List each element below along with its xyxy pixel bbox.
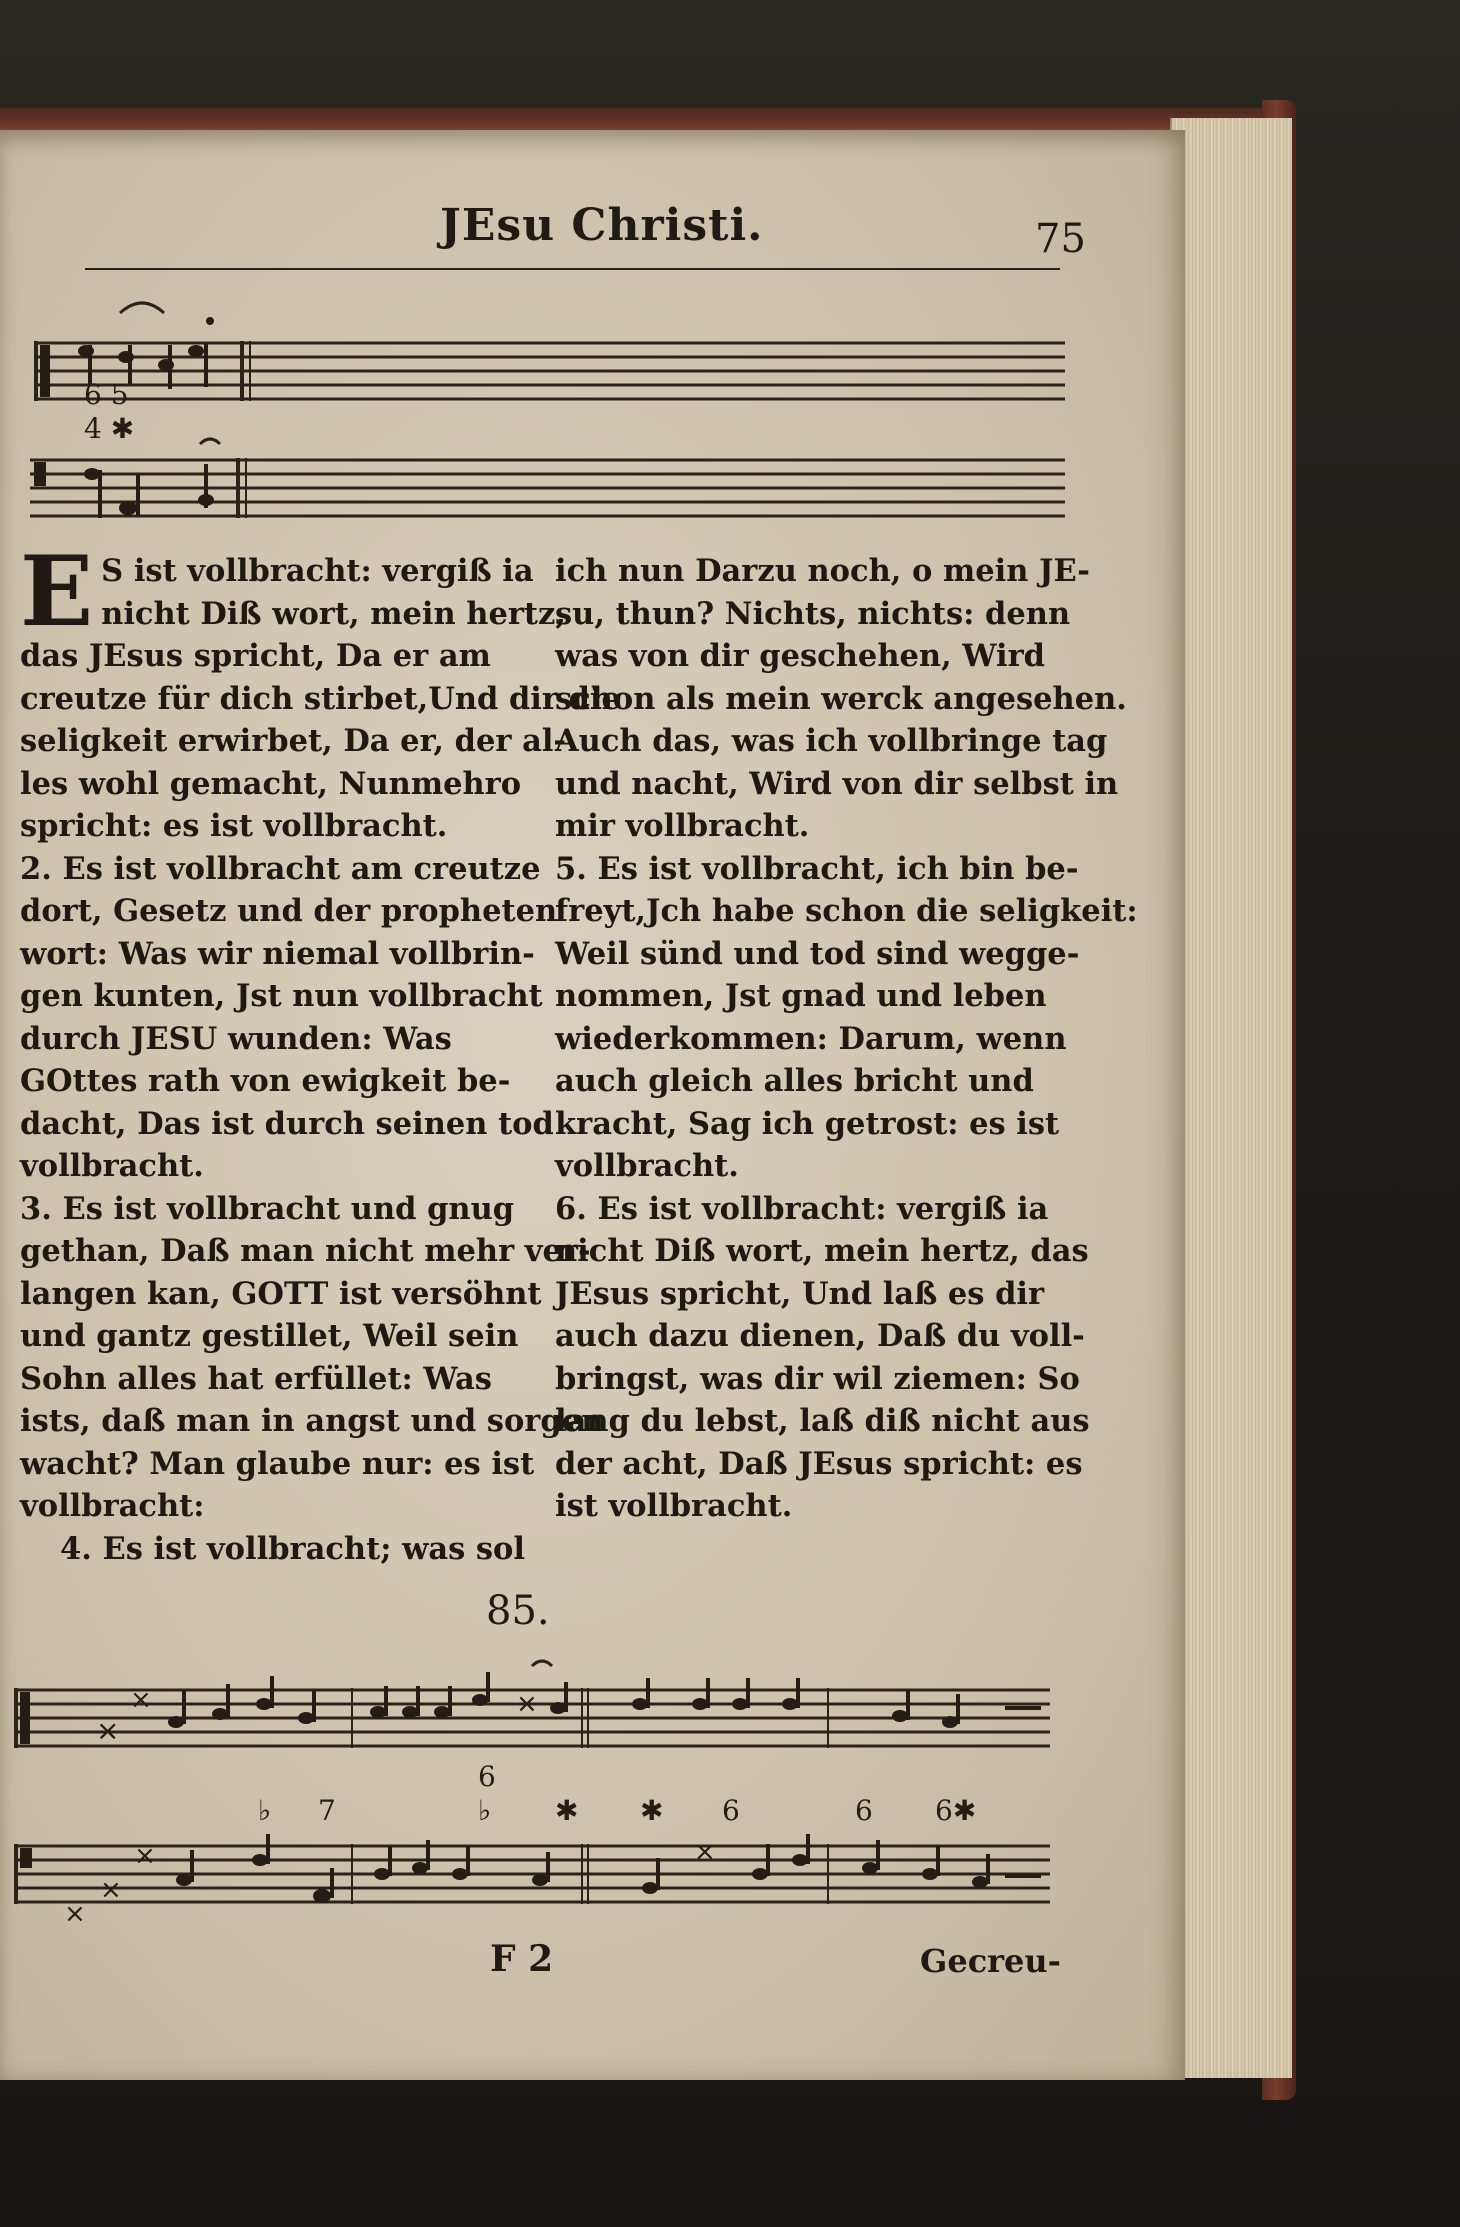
verse-line: das JEsus spricht, Da er am <box>20 638 491 674</box>
verse-line: auch dazu dienen, Daß du voll- <box>555 1318 1085 1354</box>
verse-line: der acht, Daß JEsus spricht: es <box>555 1445 1083 1482</box>
verse-2 <box>20 848 558 1188</box>
verse-line: seligkeit erwirbet, Da er, der al- <box>20 723 567 759</box>
figured-bass-upper: 6 <box>478 1760 496 1793</box>
verse-line: wort: Was wir niemal vollbrin- <box>20 935 535 972</box>
verse-line: dacht, Das ist durch seinen tod <box>20 1105 554 1142</box>
svg-text:×: × <box>694 1837 716 1867</box>
verse-4-continued <box>555 550 1127 848</box>
bottom-treble-staff <box>0 1650 1100 1760</box>
verse-line: dort, Gesetz und der propheten <box>20 893 558 929</box>
figured-bass-figure: ♭ <box>478 1794 492 1827</box>
page-edges <box>1170 118 1292 2078</box>
running-head: JEsu Christi. <box>440 200 764 251</box>
top-treble-staff <box>0 285 1100 425</box>
verse-line: durch JESU wunden: Was <box>20 1020 452 1057</box>
verse-line: les wohl gemacht, Nunmehro <box>20 765 522 802</box>
svg-text:×: × <box>64 1899 86 1929</box>
verse-line: vollbracht: <box>20 1488 205 1524</box>
catchword: Gecreu- <box>920 1942 1061 1980</box>
figured-bass-line-2: 4 ✱ <box>84 412 135 445</box>
verse-line: gen kunten, Jst nun vollbracht <box>20 978 543 1014</box>
verse-line: GOttes rath von ewigkeit be- <box>20 1063 511 1099</box>
verse-line: JEsus spricht, Und laß es dir <box>555 1275 1045 1312</box>
verse-line: nicht Diß wort, mein hertz, das <box>555 1233 1089 1269</box>
verse-line: gethan, Daß man nicht mehr ver- <box>20 1233 591 1269</box>
drop-cap-initial: E <box>20 535 94 648</box>
verse-3 <box>20 1188 604 1528</box>
verse-line: 2. Es ist vollbracht am creutze <box>20 850 541 887</box>
verse-line: vollbracht. <box>20 1148 204 1184</box>
verse-line: was von dir geschehen, Wird <box>555 638 1046 674</box>
verse-line: creutze für dich stirbet,Und dir die <box>20 680 621 717</box>
verse-line: vollbracht. <box>555 1148 739 1184</box>
verse-line: Weil sünd und tod sind wegge- <box>555 935 1080 972</box>
svg-text:×: × <box>130 1685 152 1715</box>
verse-line: freyt,Jch habe schon die seligkeit: <box>555 893 1138 929</box>
figured-bass-figure: 6 <box>722 1794 740 1827</box>
verse-line: ist vollbracht. <box>555 1488 793 1524</box>
svg-text:×: × <box>516 1689 538 1719</box>
verse-line: nicht Diß wort, mein hertz, <box>101 595 566 632</box>
verse-line: 4. Es ist vollbracht; was sol <box>60 1530 525 1567</box>
verse-line: Sohn alles hat erfüllet: Was <box>20 1360 492 1397</box>
verse-5 <box>555 848 1138 1188</box>
verse-line: nommen, Jst gnad und leben <box>555 978 1047 1014</box>
figured-bass-line-1: 6 5 <box>84 378 129 411</box>
verse-line: lang du lebst, laß diß nicht aus <box>555 1403 1090 1439</box>
figured-bass-figure: 6✱ <box>935 1794 977 1827</box>
verse-line: Auch das, was ich vollbringe tag <box>555 723 1108 759</box>
verse-line: ich nun Darzu noch, o mein JE- <box>555 553 1090 589</box>
verse-4 <box>20 1528 535 1571</box>
verse-line: 6. Es ist vollbracht: vergiß ia <box>555 1190 1049 1227</box>
verse-line: spricht: es ist vollbracht. <box>20 808 448 844</box>
verse-line: 3. Es ist vollbracht und gnug <box>20 1190 515 1227</box>
verse-1 <box>20 535 621 848</box>
figured-bass-figure: ✱ <box>555 1794 579 1827</box>
hymn-number: 85. <box>486 1588 550 1634</box>
figured-bass-figure: 7 <box>318 1794 336 1827</box>
verse-line: S ist vollbracht: vergiß ia <box>101 553 534 589</box>
left-column <box>20 535 621 1570</box>
figured-bass-figure: ♭ <box>258 1794 272 1827</box>
figured-bass-figure: 6 <box>855 1794 873 1827</box>
right-column <box>555 550 1138 1528</box>
verse-line: kracht, Sag ich getrost: es ist <box>555 1105 1060 1142</box>
verse-line: auch gleich alles bricht und <box>555 1063 1034 1099</box>
figured-bass-figure: ✱ <box>640 1794 664 1827</box>
top-bass-staff <box>0 430 1100 540</box>
verse-line: schon als mein werck angesehen. <box>555 680 1127 717</box>
verse-line: und gantz gestillet, Weil sein <box>20 1318 519 1354</box>
bottom-bass-staff <box>0 1820 1100 1930</box>
verse-line: 5. Es ist vollbracht, ich bin be- <box>555 850 1079 887</box>
verse-6 <box>555 1188 1090 1528</box>
header-rule <box>85 268 1060 270</box>
verse-line: und nacht, Wird von dir selbst in <box>555 765 1119 802</box>
verse-line: ists, daß man in angst und sorgen <box>20 1403 604 1439</box>
signature-mark: F 2 <box>490 1938 554 1980</box>
svg-text:×: × <box>100 1875 122 1905</box>
verse-line: mir vollbracht. <box>555 808 810 844</box>
verse-line: langen kan, GOTT ist versöhnt <box>20 1275 542 1312</box>
page-number: 75 <box>1035 216 1086 262</box>
verse-line: su, thun? Nichts, nichts: denn <box>555 595 1071 632</box>
book-page <box>0 130 1185 2080</box>
svg-text:×: × <box>96 1714 120 1747</box>
verse-line: wiederkommen: Darum, wenn <box>555 1020 1067 1057</box>
svg-text:×: × <box>134 1841 156 1871</box>
verse-line: bringst, was dir wil ziemen: So <box>555 1360 1080 1397</box>
verse-line: wacht? Man glaube nur: es ist <box>20 1445 535 1482</box>
